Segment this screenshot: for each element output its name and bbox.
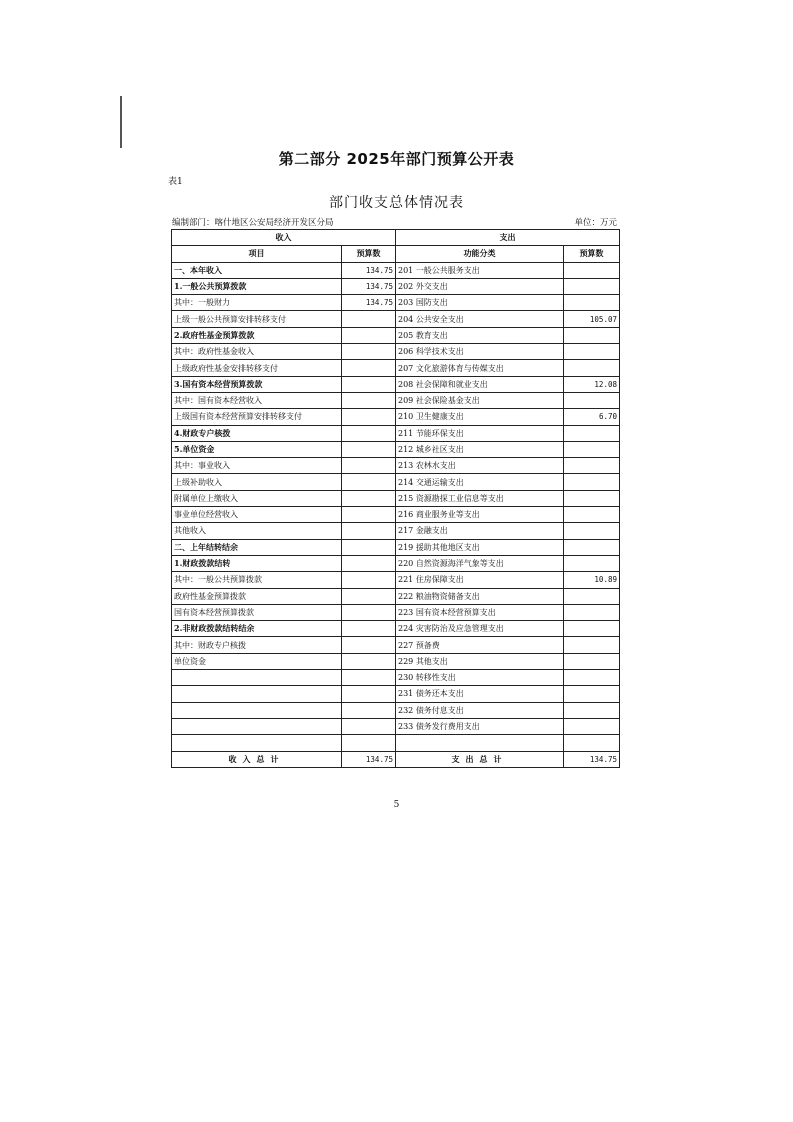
income-item-cell: 其中：事业收入 bbox=[172, 458, 342, 474]
function-class-cell: 205 教育支出 bbox=[396, 327, 564, 343]
table-row bbox=[172, 441, 620, 457]
income-budget-cell bbox=[342, 604, 396, 620]
table-row bbox=[172, 311, 620, 327]
expense-budget-cell bbox=[564, 702, 620, 718]
total-row bbox=[172, 751, 620, 767]
function-class-cell: 216 商业服务业等支出 bbox=[396, 507, 564, 523]
expense-budget-cell bbox=[564, 588, 620, 604]
function-class-cell: 201 一般公共服务支出 bbox=[396, 262, 564, 278]
income-item-cell: 其中：一般公共预算拨款 bbox=[172, 572, 342, 588]
department-label: 编制部门：喀什地区公安局经济开发区分局 bbox=[172, 218, 334, 228]
expense-budget-cell bbox=[564, 539, 620, 555]
function-class-cell: 217 金融支出 bbox=[396, 523, 564, 539]
function-class-cell: 207 文化旅游体育与传媒支出 bbox=[396, 360, 564, 376]
expense-group-header: 支出 bbox=[396, 230, 620, 246]
function-class-cell: 230 转移性支出 bbox=[396, 670, 564, 686]
function-class-cell: 210 卫生健康支出 bbox=[396, 409, 564, 425]
income-budget-cell bbox=[342, 718, 396, 734]
table-row bbox=[172, 458, 620, 474]
function-class-cell: 221 住房保障支出 bbox=[396, 572, 564, 588]
expense-budget-cell bbox=[564, 670, 620, 686]
income-item-cell bbox=[172, 702, 342, 718]
income-item-cell: 上级政府性基金安排转移支付 bbox=[172, 360, 342, 376]
expense-budget-cell bbox=[564, 262, 620, 278]
income-item-cell: 2.政府性基金预算拨款 bbox=[172, 327, 342, 343]
table-row bbox=[172, 604, 620, 620]
function-class-cell: 215 资源勘探工业信息等支出 bbox=[396, 490, 564, 506]
budget-table bbox=[171, 229, 620, 768]
income-group-header: 收入 bbox=[172, 230, 396, 246]
income-budget-cell bbox=[342, 670, 396, 686]
table-row bbox=[172, 621, 620, 637]
item-column-header: 项目 bbox=[172, 246, 342, 262]
income-budget-cell bbox=[342, 409, 396, 425]
table-row bbox=[172, 670, 620, 686]
function-class-cell: 208 社会保障和就业支出 bbox=[396, 376, 564, 392]
income-item-cell bbox=[172, 718, 342, 734]
table-title: 部门收支总体情况表 bbox=[329, 195, 464, 211]
function-class-cell: 204 公共安全支出 bbox=[396, 311, 564, 327]
expense-budget-cell bbox=[564, 490, 620, 506]
income-budget-cell bbox=[342, 474, 396, 490]
income-item-cell: 1.财政拨款结转 bbox=[172, 555, 342, 571]
income-budget-cell bbox=[342, 458, 396, 474]
income-budget-cell bbox=[342, 344, 396, 360]
expense-budget-cell bbox=[564, 278, 620, 294]
expense-budget-cell bbox=[564, 327, 620, 343]
unit-label: 单位：万元 bbox=[574, 218, 617, 228]
expense-budget-cell bbox=[564, 637, 620, 653]
income-budget-cell bbox=[342, 539, 396, 555]
income-budget-cell bbox=[342, 686, 396, 702]
table-row bbox=[172, 539, 620, 555]
expense-budget-cell bbox=[564, 621, 620, 637]
table-row bbox=[172, 295, 620, 311]
table-row bbox=[172, 702, 620, 718]
income-item-cell: 上级补助收入 bbox=[172, 474, 342, 490]
table-row bbox=[172, 588, 620, 604]
income-item-cell: 其他收入 bbox=[172, 523, 342, 539]
function-class-cell: 233 债务发行费用支出 bbox=[396, 718, 564, 734]
expense-budget-cell bbox=[564, 604, 620, 620]
expense-budget-cell bbox=[564, 360, 620, 376]
column-header-row bbox=[172, 246, 620, 262]
function-class-cell: 232 债务付息支出 bbox=[396, 702, 564, 718]
function-class-cell: 211 节能环保支出 bbox=[396, 425, 564, 441]
income-budget-cell bbox=[342, 360, 396, 376]
expense-budget-cell bbox=[564, 507, 620, 523]
total-income-value: 134.75 bbox=[342, 751, 396, 767]
income-budget-cell: 134.75 bbox=[342, 295, 396, 311]
income-item-cell: 2.非财政拨款结转结余 bbox=[172, 621, 342, 637]
expense-budget-cell bbox=[564, 392, 620, 408]
income-budget-cell bbox=[342, 653, 396, 669]
function-class-cell: 203 国防支出 bbox=[396, 295, 564, 311]
income-budget-cell: 134.75 bbox=[342, 278, 396, 294]
income-budget-cell bbox=[342, 441, 396, 457]
income-budget-cell bbox=[342, 588, 396, 604]
total-expense-label: 支出总计 bbox=[396, 751, 564, 767]
table-row bbox=[172, 278, 620, 294]
table-row bbox=[172, 653, 620, 669]
expense-budget-cell: 105.07 bbox=[564, 311, 620, 327]
expense-budget-cell bbox=[564, 474, 620, 490]
table-row bbox=[172, 523, 620, 539]
expense-budget-cell bbox=[564, 295, 620, 311]
group-header-row bbox=[172, 230, 620, 246]
income-item-cell bbox=[172, 670, 342, 686]
income-budget-cell bbox=[342, 637, 396, 653]
income-budget-cell bbox=[342, 311, 396, 327]
function-class-cell: 213 农林水支出 bbox=[396, 458, 564, 474]
function-class-column-header: 功能分类 bbox=[396, 246, 564, 262]
table-row bbox=[172, 555, 620, 571]
income-item-cell: 政府性基金预算拨款 bbox=[172, 588, 342, 604]
function-class-cell: 222 粮油物资储备支出 bbox=[396, 588, 564, 604]
total-expense-value: 134.75 bbox=[564, 751, 620, 767]
income-budget-cell bbox=[342, 425, 396, 441]
function-class-cell: 214 交通运输支出 bbox=[396, 474, 564, 490]
income-budget-cell bbox=[342, 392, 396, 408]
expense-budget-cell: 12.08 bbox=[564, 376, 620, 392]
table-row bbox=[172, 474, 620, 490]
income-item-cell: 上级国有资本经营预算安排转移支付 bbox=[172, 409, 342, 425]
table-row bbox=[172, 686, 620, 702]
function-class-cell: 220 自然资源海洋气象等支出 bbox=[396, 555, 564, 571]
income-item-cell: 其中：财政专户核拨 bbox=[172, 637, 342, 653]
expense-budget-cell bbox=[564, 425, 620, 441]
table-row bbox=[172, 490, 620, 506]
income-budget-cell bbox=[342, 376, 396, 392]
function-class-cell: 219 援助其他地区支出 bbox=[396, 539, 564, 555]
expense-budget-cell bbox=[564, 686, 620, 702]
income-item-cell: 3.国有资本经营预算拨款 bbox=[172, 376, 342, 392]
table-row bbox=[172, 360, 620, 376]
part-title: 第二部分 2025年部门预算公开表 bbox=[278, 150, 515, 168]
income-budget-cell bbox=[342, 523, 396, 539]
income-budget-cell: 134.75 bbox=[342, 262, 396, 278]
income-item-cell: 附属单位上缴收入 bbox=[172, 490, 342, 506]
income-budget-column-header: 预算数 bbox=[342, 246, 396, 262]
function-class-cell bbox=[396, 735, 564, 751]
income-item-cell: 其中：国有资本经营收入 bbox=[172, 392, 342, 408]
income-item-cell: 1.一般公共预算拨款 bbox=[172, 278, 342, 294]
income-item-cell: 二、上年结转结余 bbox=[172, 539, 342, 555]
function-class-cell: 202 外交支出 bbox=[396, 278, 564, 294]
income-item-cell: 4.财政专户核拨 bbox=[172, 425, 342, 441]
expense-budget-cell bbox=[564, 555, 620, 571]
income-budget-cell bbox=[342, 735, 396, 751]
table-row bbox=[172, 392, 620, 408]
scan-edge-mark bbox=[120, 96, 122, 148]
total-income-label: 收入总计 bbox=[172, 751, 342, 767]
page-number: 5 bbox=[393, 800, 400, 810]
income-item-cell: 单位资金 bbox=[172, 653, 342, 669]
function-class-cell: 224 灾害防治及应急管理支出 bbox=[396, 621, 564, 637]
income-budget-cell bbox=[342, 702, 396, 718]
table-row bbox=[172, 735, 620, 751]
table-row bbox=[172, 507, 620, 523]
table-number: 表1 bbox=[168, 177, 183, 187]
function-class-cell: 212 城乡社区支出 bbox=[396, 441, 564, 457]
income-budget-cell bbox=[342, 327, 396, 343]
expense-budget-cell bbox=[564, 344, 620, 360]
table-row bbox=[172, 344, 620, 360]
income-item-cell: 其中：政府性基金收入 bbox=[172, 344, 342, 360]
expense-budget-cell bbox=[564, 458, 620, 474]
expense-budget-cell bbox=[564, 523, 620, 539]
income-item-cell: 一、本年收入 bbox=[172, 262, 342, 278]
expense-budget-cell: 6.70 bbox=[564, 409, 620, 425]
function-class-cell: 227 预备费 bbox=[396, 637, 564, 653]
table-row bbox=[172, 262, 620, 278]
function-class-cell: 206 科学技术支出 bbox=[396, 344, 564, 360]
expense-budget-cell: 10.89 bbox=[564, 572, 620, 588]
income-budget-cell bbox=[342, 572, 396, 588]
table-row bbox=[172, 409, 620, 425]
table-row bbox=[172, 327, 620, 343]
function-class-cell: 231 债务还本支出 bbox=[396, 686, 564, 702]
income-budget-cell bbox=[342, 621, 396, 637]
table-row bbox=[172, 376, 620, 392]
income-item-cell: 5.单位资金 bbox=[172, 441, 342, 457]
expense-budget-column-header: 预算数 bbox=[564, 246, 620, 262]
function-class-cell: 223 国有资本经营预算支出 bbox=[396, 604, 564, 620]
expense-budget-cell bbox=[564, 653, 620, 669]
table-row bbox=[172, 718, 620, 734]
income-item-cell: 事业单位经营收入 bbox=[172, 507, 342, 523]
expense-budget-cell bbox=[564, 441, 620, 457]
table-row bbox=[172, 425, 620, 441]
expense-budget-cell bbox=[564, 718, 620, 734]
income-item-cell: 国有资本经营预算拨款 bbox=[172, 604, 342, 620]
income-item-cell: 其中：一般财力 bbox=[172, 295, 342, 311]
expense-budget-cell bbox=[564, 735, 620, 751]
income-item-cell: 上级一般公共预算安排转移支付 bbox=[172, 311, 342, 327]
income-budget-cell bbox=[342, 507, 396, 523]
table-row bbox=[172, 572, 620, 588]
function-class-cell: 209 社会保险基金支出 bbox=[396, 392, 564, 408]
income-item-cell bbox=[172, 686, 342, 702]
income-item-cell bbox=[172, 735, 342, 751]
income-budget-cell bbox=[342, 555, 396, 571]
table-row bbox=[172, 637, 620, 653]
income-budget-cell bbox=[342, 490, 396, 506]
function-class-cell: 229 其他支出 bbox=[396, 653, 564, 669]
